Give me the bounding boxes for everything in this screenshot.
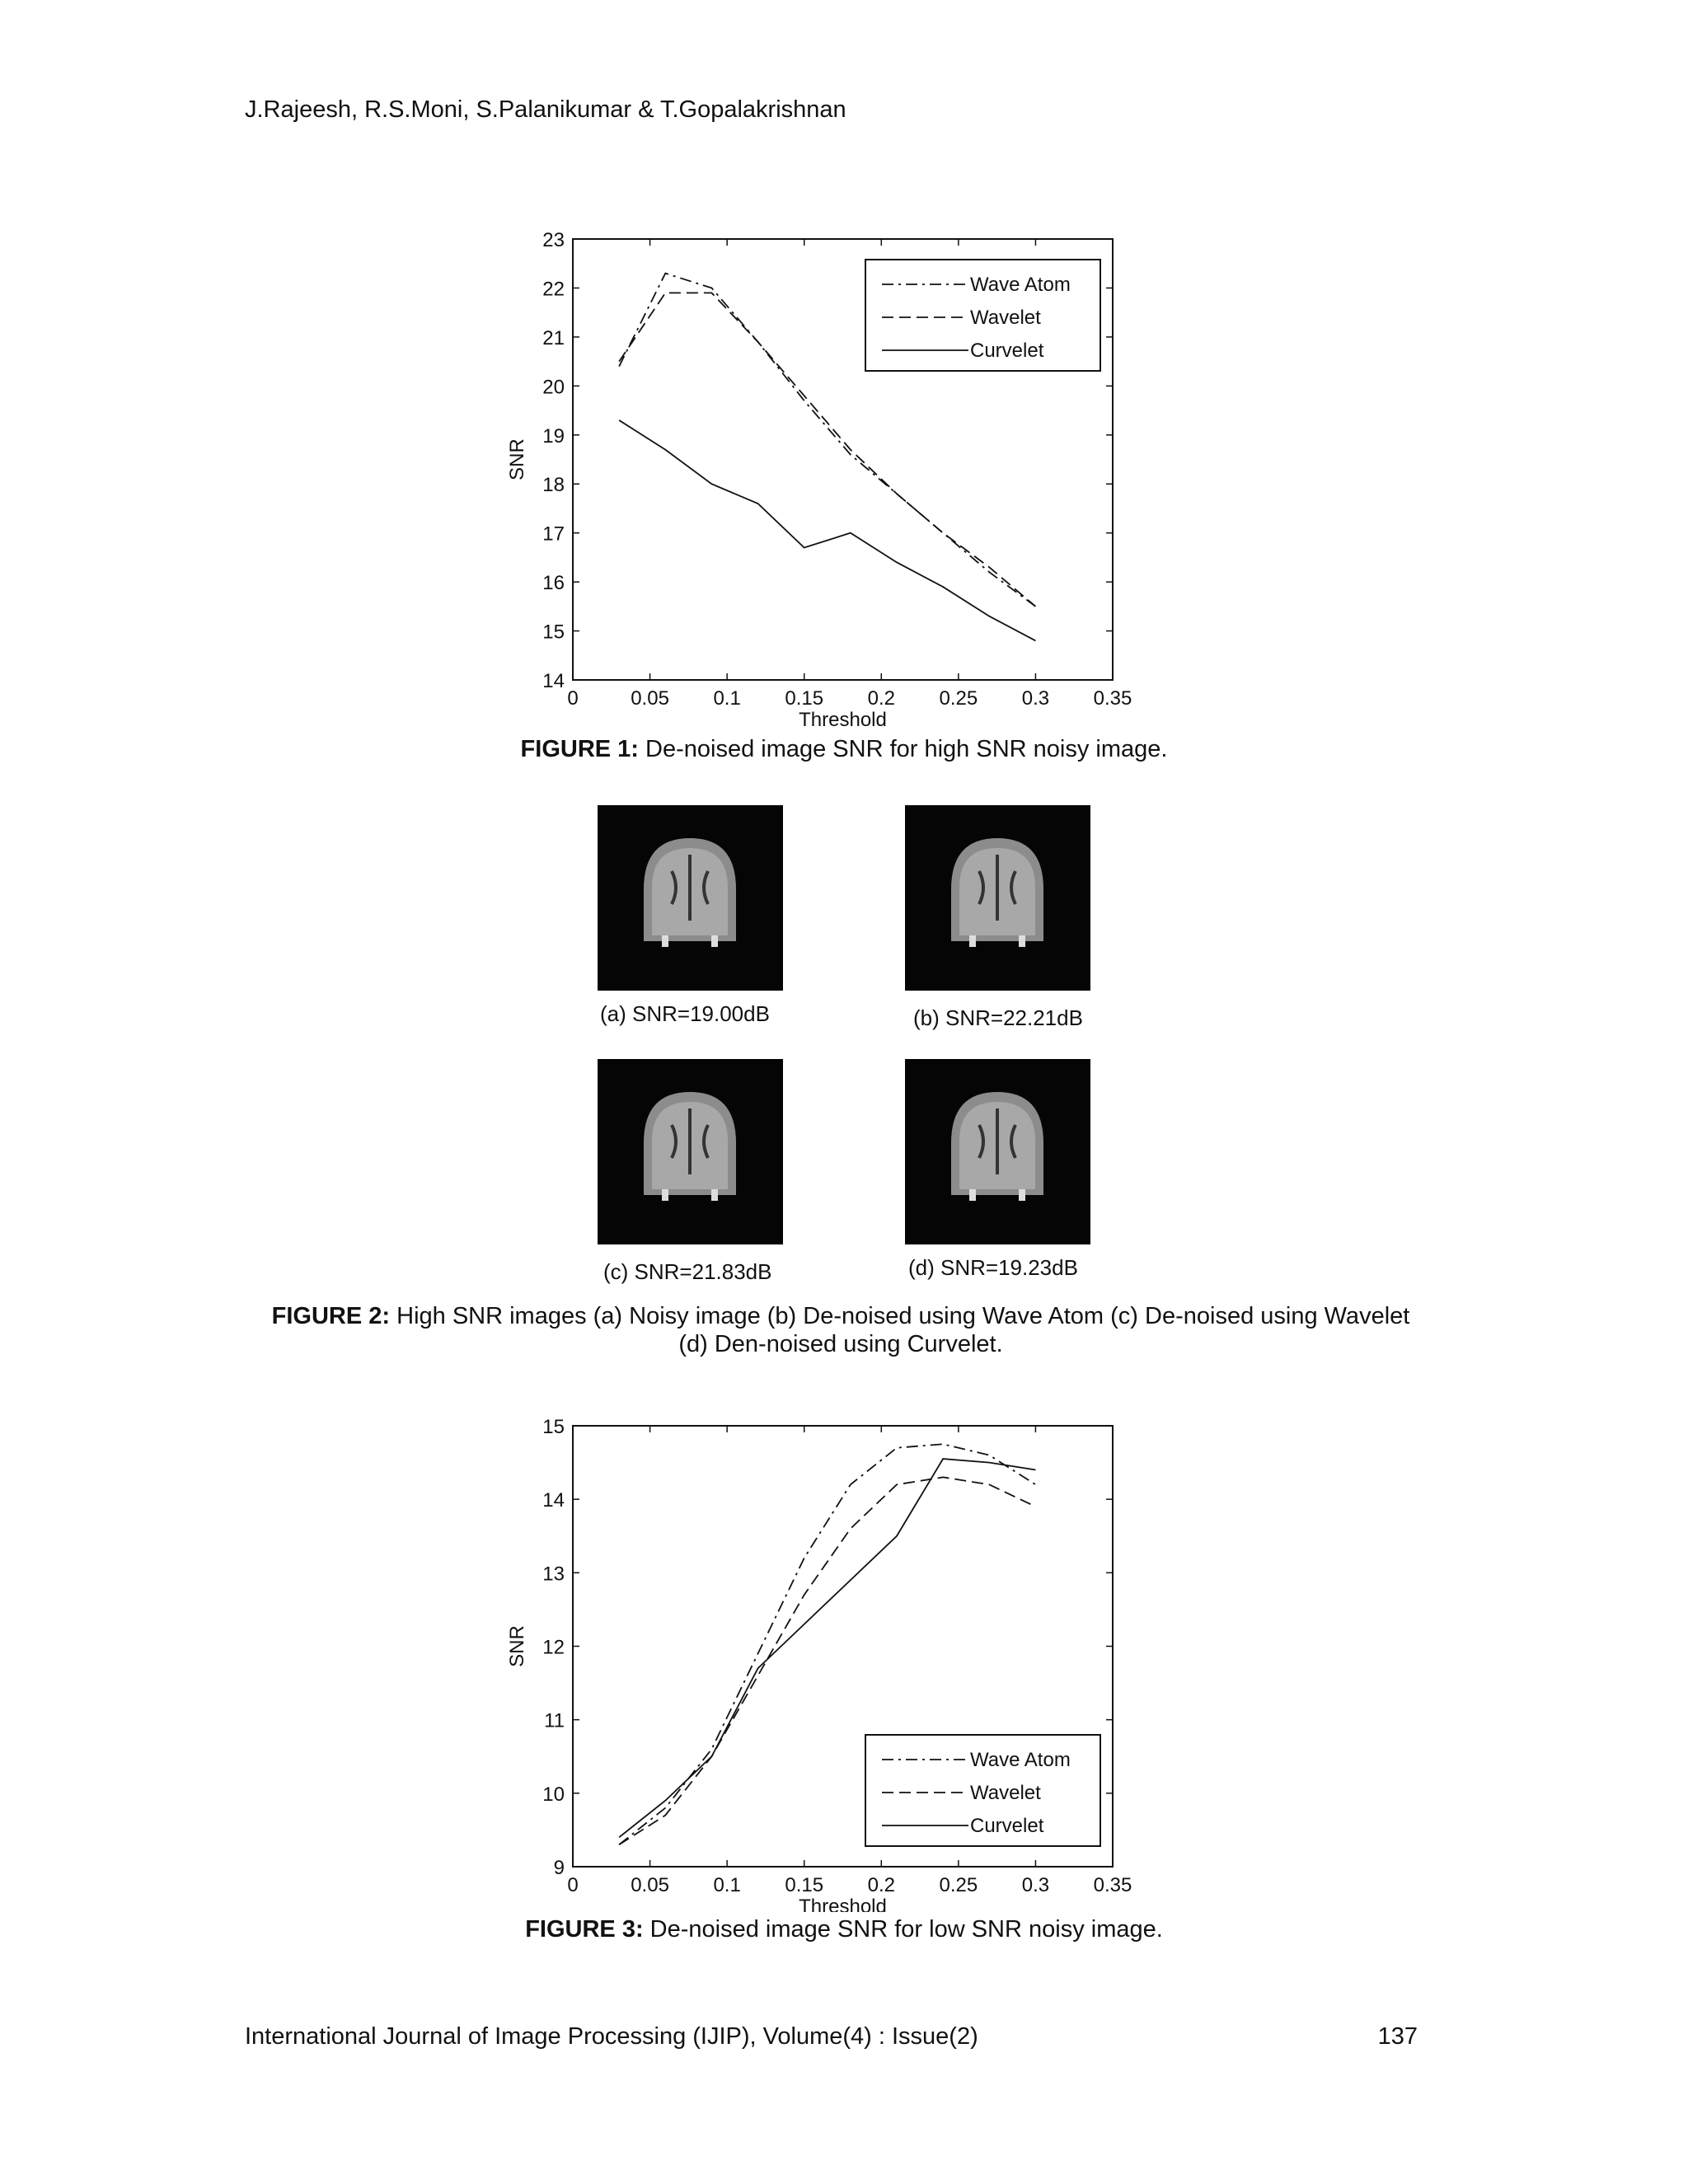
fig3-ytick-label: 14 <box>542 1489 565 1512</box>
image-d <box>905 1059 1090 1244</box>
figure1-caption-label: FIGURE 1: <box>520 736 639 762</box>
fig1-ytick-label: 21 <box>542 326 565 349</box>
brain-mri-icon <box>598 1059 783 1244</box>
fig1-ytick-label: 20 <box>542 376 565 399</box>
fig3-legend-label: Curvelet <box>970 1815 1044 1837</box>
fig3-xtick-label: 0.25 <box>939 1874 978 1896</box>
image-c <box>598 1059 783 1244</box>
figure1-caption-text: De-noised image SNR for high SNR noisy image. <box>638 736 1168 762</box>
fig1-ylabel: SNR <box>506 438 528 480</box>
fig3-xtick-label: 0.1 <box>713 1874 741 1896</box>
fig3-xtick-label: 0 <box>567 1874 579 1896</box>
fig3-xtick-label: 0.3 <box>1021 1874 1050 1896</box>
image-b-label: (b) SNR=22.21dB <box>913 1005 1083 1030</box>
image-c-label: (c) SNR=21.83dB <box>603 1259 772 1284</box>
fig3-xtick-label: 0.15 <box>785 1874 824 1896</box>
fig1-legend-label: Wavelet <box>970 307 1041 329</box>
fig1-ytick-label: 15 <box>542 621 565 644</box>
fig1-xtick-label: 0 <box>567 687 579 710</box>
fig3-ytick-label: 9 <box>553 1857 565 1879</box>
fig1-xtick-label: 0.25 <box>939 687 978 710</box>
figure3-chart <box>490 1385 1199 1912</box>
fig3-ytick-label: 12 <box>542 1636 565 1659</box>
fig3-xlabel: Threshold <box>799 1896 887 1912</box>
fig1-ytick-label: 14 <box>542 670 565 692</box>
image-d-label: (d) SNR=19.23dB <box>908 1255 1078 1280</box>
image-a <box>598 805 783 991</box>
figure1-chart <box>490 198 1199 738</box>
fig1-ytick-label: 17 <box>542 523 565 546</box>
fig1-xtick-label: 0.1 <box>713 687 741 710</box>
brain-mri-icon <box>598 805 783 991</box>
fig3-xtick-label: 0.05 <box>631 1874 669 1896</box>
figure1-caption <box>0 736 1688 763</box>
fig1-legend-label: Curvelet <box>970 340 1044 362</box>
fig3-ytick-label: 15 <box>542 1416 565 1438</box>
image-a-label: (a) SNR=19.00dB <box>600 1001 770 1026</box>
fig3-ylabel: SNR <box>506 1625 528 1667</box>
figure3-caption-label: FIGURE 3: <box>525 1916 644 1943</box>
fig1-xtick-label: 0.15 <box>785 687 824 710</box>
fig3-ytick-label: 10 <box>542 1783 565 1806</box>
fig3-xtick-label: 0.35 <box>1093 1874 1132 1896</box>
fig1-ytick-label: 22 <box>542 278 565 301</box>
running-header: J.Rajeesh, R.S.Moni, S.Palanikumar & T.Gopalakrishnan <box>245 96 846 123</box>
figure2-panel <box>495 795 1179 1286</box>
footer-journal: International Journal of Image Processing (IJIP), Volume(4) : Issue(2) <box>245 2023 978 2050</box>
fig3-ytick-label: 13 <box>542 1563 565 1586</box>
fig1-ytick-label: 19 <box>542 424 565 448</box>
fig3-legend-label: Wavelet <box>970 1782 1041 1804</box>
fig1-legend-label: Wave Atom <box>970 274 1071 296</box>
fig1-xtick-label: 0.2 <box>867 687 895 710</box>
footer-page-number: 137 <box>1377 2023 1418 2050</box>
fig1-xlabel: Threshold <box>799 709 887 731</box>
figure3-caption-text: De-noised image SNR for low SNR noisy image. <box>643 1916 1163 1943</box>
figure2-caption-line2: (d) Den-noised using Curvelet. <box>678 1331 1003 1357</box>
figure3-caption <box>0 1916 1688 1943</box>
figure2-caption <box>231 1302 1451 1358</box>
fig3-ytick-label: 11 <box>544 1709 565 1732</box>
fig1-xtick-label: 0.05 <box>631 687 669 710</box>
fig3-legend-label: Wave Atom <box>970 1749 1071 1771</box>
fig1-xtick-label: 0.35 <box>1093 687 1132 710</box>
fig3-xtick-label: 0.2 <box>867 1874 895 1896</box>
brain-mri-icon <box>905 1059 1090 1244</box>
fig1-ytick-label: 16 <box>542 572 565 595</box>
fig1-ytick-label: 23 <box>542 229 565 251</box>
image-b <box>905 805 1090 991</box>
fig1-xtick-label: 0.3 <box>1021 687 1050 710</box>
figure2-caption-line1 <box>231 1302 1451 1330</box>
brain-mri-icon <box>905 805 1090 991</box>
figure2-caption-label: FIGURE 2: <box>271 1303 391 1329</box>
fig1-ytick-label: 18 <box>542 474 565 497</box>
figure2-caption-text1: High SNR images (a) Noisy image (b) De-noised using Wave Atom (c) De-noised using Wavelet <box>390 1303 1410 1329</box>
